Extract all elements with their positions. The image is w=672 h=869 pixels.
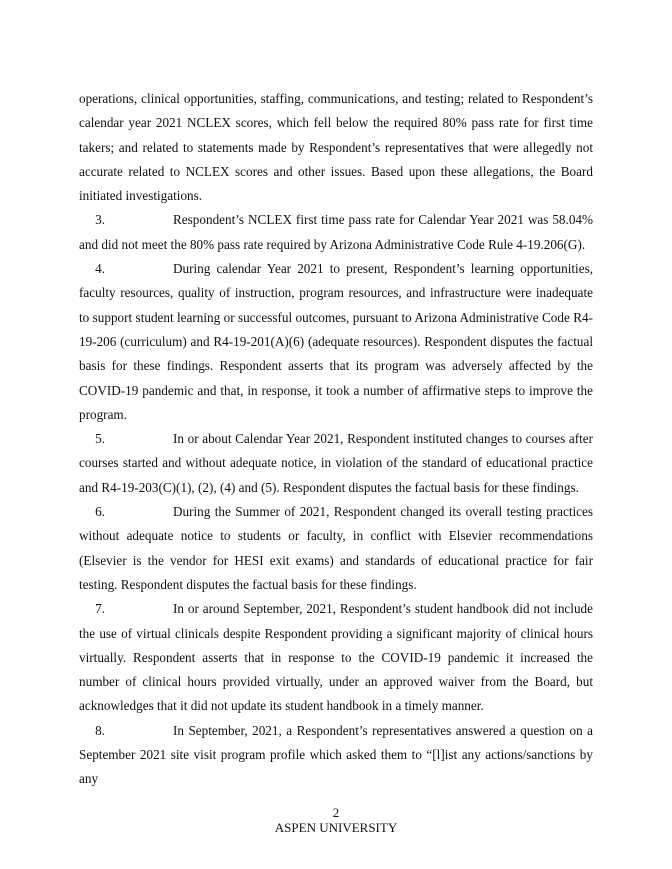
paragraph-6 [79, 500, 593, 597]
paragraph-8 [79, 719, 593, 792]
paragraph-number: 5. [95, 431, 105, 447]
paragraph-text: Respondent’s NCLEX first time pass rate for Calendar Year 2021 was 58.04% and did not meet the 80% pass rate required by Arizona Administrative Code Rule 4-19.206(G). [79, 212, 593, 252]
paragraph-text: In September, 2021, a Respondent’s representatives answered a question on a September 2021 site visit program profile which asked them to “[l]ist any actions/sanctions by any [79, 722, 593, 787]
paragraph-4 [79, 257, 593, 427]
paragraph-text: During calendar Year 2021 to present, Respondent’s learning opportunities, faculty resources, quality of instruction, program resources, and infrastructure were inadequate to support student learning or successful outcomes, pursuant to Arizona Administrative Code R4-19-206 (curriculum) and R4-19-201(A)(6) (adequate resources). Respondent disputes the factual basis for these findings. Respondent asserts that its program was adversely affected by the COVID-19 pandemic and that, in response, it took a number of affirmative steps to improve the program. [79, 261, 593, 422]
document-page [79, 87, 593, 792]
footer-label: ASPEN UNIVERSITY [274, 820, 398, 835]
paragraph-number: 7. [95, 601, 105, 617]
paragraph-text: During the Summer of 2021, Respondent changed its overall testing practices without adequate notice to students or faculty, in conflict with Elsevier recommendations (Elsevier is the vendor for HESI exit exams) and standards of educational practice for fair testing. Respondent disputes the factual basis for these findings. [79, 504, 593, 592]
paragraph-5 [79, 427, 593, 500]
continuation-paragraph: operations, clinical opportunities, staffing, communications, and testing; related to Respondent’s calendar year 2021 NCLEX scores, which fell below the required 80% pass rate for first time takers; and related to statements made by Respondent’s representatives that were allegedly not accurate related to NCLEX scores and other issues. Based upon these allegations, the Board initiated investigations. [79, 91, 593, 204]
paragraph-text: In or around September, 2021, Respondent’s student handbook did not include the use of virtual clinicals despite Respondent providing a significant majority of clinical hours virtually. Respondent asserts that in response to the COVID-19 pandemic it increased the number of clinical hours provided virtually, under an approved waiver from the Board, but acknowledges that it did not update its student handbook in a timely manner. [79, 601, 593, 714]
paragraph-3 [79, 208, 593, 257]
paragraph-number: 4. [95, 261, 105, 277]
paragraph-text: In or about Calendar Year 2021, Respondent instituted changes to courses after courses started and without adequate notice, in violation of the standard of educational practice and R4-19-203(C)(1), (2), (4) and (5). Respondent disputes the factual basis for these findings. [79, 431, 593, 495]
paragraph-number: 6. [95, 504, 105, 520]
paragraph-number: 3. [95, 212, 105, 228]
page-number: 2 [332, 805, 340, 820]
paragraph-number: 8. [95, 722, 105, 738]
page-footer [0, 805, 672, 835]
paragraph-7 [79, 597, 593, 718]
